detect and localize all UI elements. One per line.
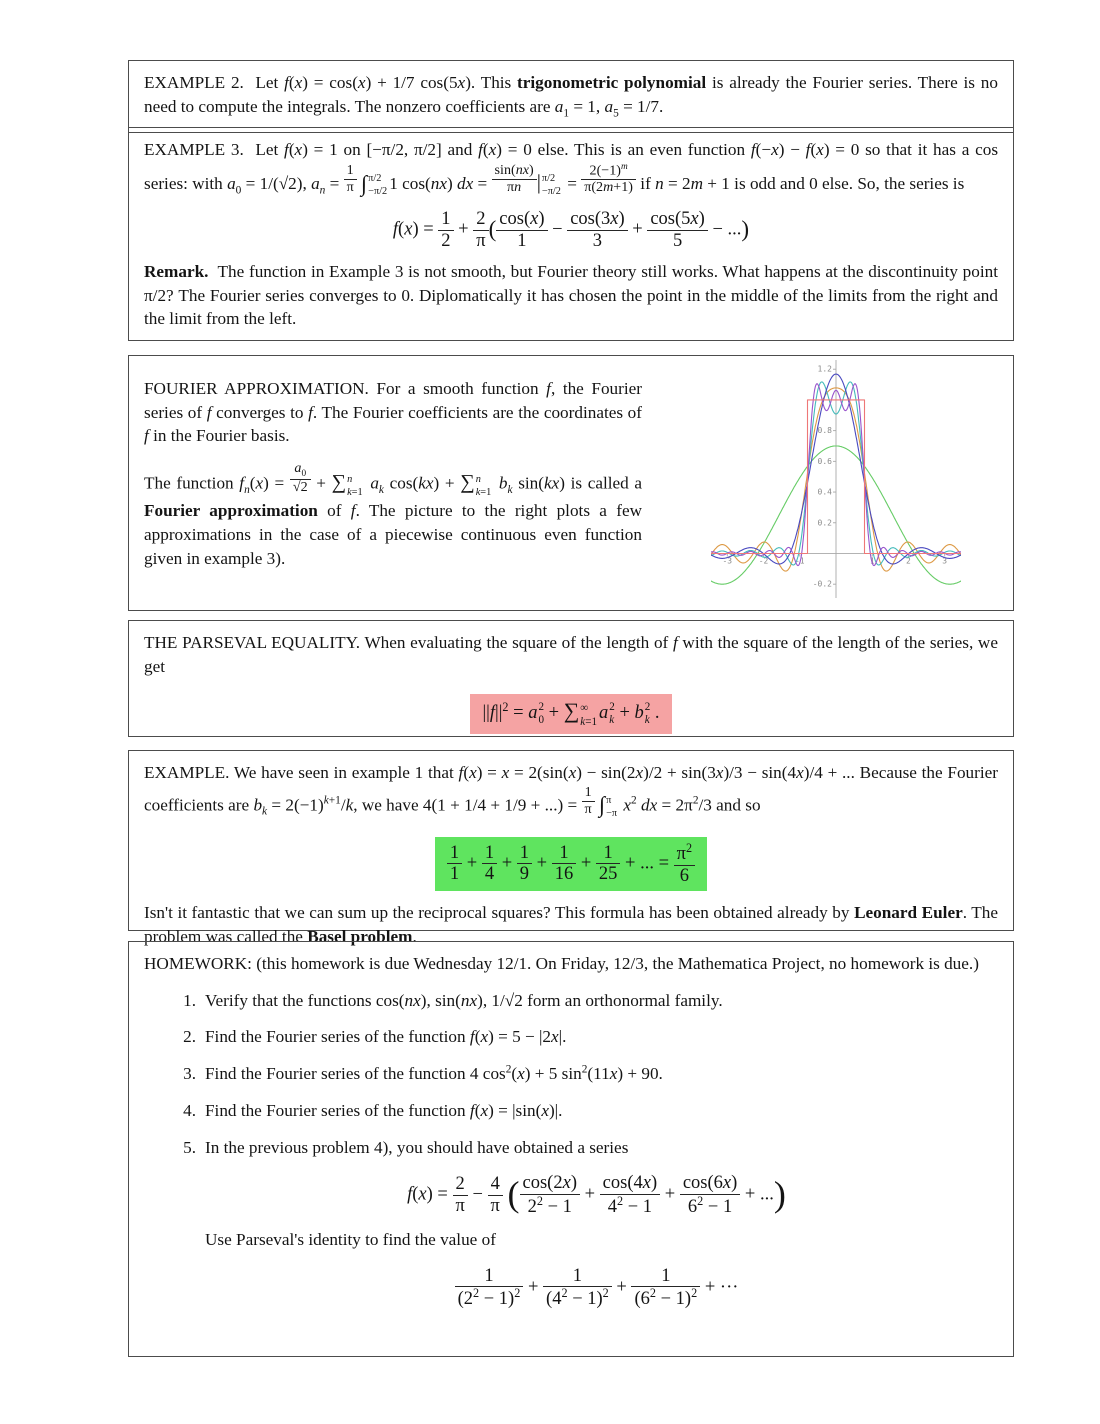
homework-item-2: [172, 1025, 998, 1049]
remark-text: Remark. The function in Example 3 is not smooth, but Fourier theory still works. What happens at the discontinuity point π/2? The Fourier series converges to 0. Diplomatically it has chosen the point in the middle of the limits from the right and the limit from the left.: [144, 261, 998, 329]
homework-item-text: Find the Fourier series of the function f(x) = 5 − |2x|.: [205, 1027, 567, 1047]
homework-item-text: Find the Fourier series of the function f(x) = |sin(x)|.: [205, 1100, 563, 1120]
hw5-reciprocal-sum-formula: $\frac{1}{(2^2 - 1)^2}$ + $\frac{1}{(4^2 - 1)^2}$ + $\frac{1}{(6^2 - 1)^2}$ + ···: [205, 1266, 988, 1311]
svg-text:0.8: 0.8: [817, 426, 832, 436]
parseval-formula-highlight: $||f||^2 = a$ 2 0 + ∑ ∞ k=1 a 2 k + b 2 k .: [470, 694, 671, 734]
svg-text:0.4: 0.4: [817, 487, 832, 497]
example-3-series-formula: f(x) = $\frac{1}{2}$ + $\frac{2}{\pi}$ ( $\frac{\cos(x)}{1}$ − $\frac{\cos(3x)}{3}$ + $\frac{\cos(5x)}{5}$ − ...): [392, 209, 750, 252]
example-2-box: [128, 60, 1014, 133]
homework-header: HOMEWORK: (this homework is due Wednesday 12/1. On Friday, 12/3, the Mathematica Project, no homework is due.): [144, 954, 979, 973]
example-3-box: [128, 127, 1014, 341]
homework-item-3: [172, 1062, 998, 1086]
example-2-text: EXAMPLE 2. Let f(x) = cos(x) + 1/7 cos(5x). This trigonometric polynomial is already the Fourier series. There is no need to compute the integrals. The nonzero coefficients are $a_1 = 1$, $a_5 = 1/7$.: [144, 73, 998, 120]
fourier-approximation-intro: FOURIER APPROXIMATION. For a smooth function f, the Fourier series of f converges to f. The Fourier coefficients are the coordinates of f in the Fourier basis.: [144, 379, 642, 446]
svg-text:2: 2: [906, 556, 911, 566]
homework-item-text: Verify that the functions cos(nx), sin(nx), 1/√2 form an orthonormal family.: [205, 990, 723, 1010]
svg-text:1.2: 1.2: [817, 364, 832, 374]
homework-item-5-body: [205, 1136, 998, 1321]
basel-euler-text: Isn't it fantastic that we can sum up the reciprocal squares? This formula has been obtained already by Leonard Euler. The problem was called the Basel problem.: [144, 903, 998, 946]
fourier-approximation-box: [128, 355, 1014, 611]
homework-box: [128, 941, 1014, 1357]
fourier-approximation-definition: The function $f_n(x)$ = $\frac{a_0}{√2}$ + ∑ n k=1 $a_k$ cos(kx) + ∑ n k=1 $b_k$ sin(kx) is called a Fourier approximation of f. The picture to the right plots a few approximations in the case of a piecewise continuous even function given in example 3).: [144, 460, 643, 568]
svg-text:1: 1: [869, 556, 875, 566]
homework-item-number: 5.: [183, 1137, 196, 1157]
homework-item-5: [172, 1136, 998, 1321]
svg-text:3: 3: [942, 556, 948, 566]
svg-text:0.6: 0.6: [817, 456, 832, 466]
hw5-series-formula: f(x) = $\frac{2}{\pi}$ − $\frac{4}{\pi}$ ( $\frac{\cos(2x)}{2^2 - 1}$ + $\frac{\cos(4x)}{4^2 - 1}$ + $\frac{\cos(6x)}{6^2 - 1}$ + ...): [407, 1173, 786, 1218]
example-3-text: EXAMPLE 3. Let f(x) = 1 on [−π/2, π/2] and f(x) = 0 else. This is an even function f(−x) − f(x) = 0 so that it has a cos series: with $a_0 = 1/(√2)$, $a_n$ = $\frac{1}{\pi}$ ∫ π/2 −π/2 1 cos(nx) dx = $\frac{\sin(nx)}{\pi n}$ | π/2 −π/2 = $\frac{2(-1)^m}{\pi(2m+1)}$ if n = 2m + 1 is odd and 0 else. So, the series is: [144, 140, 999, 198]
hw5-parseval-instruction: Use Parseval's identity to find the value of: [205, 1230, 496, 1249]
homework-item-number: 1.: [183, 990, 196, 1010]
fourier-approximation-text-column: [144, 377, 642, 571]
homework-item-text: In the previous problem 4), you should have obtained a series: [205, 1137, 629, 1157]
homework-item-number: 3.: [183, 1064, 196, 1084]
fourier-approximation-plot: [711, 360, 961, 603]
svg-text:-2: -2: [758, 556, 769, 566]
parseval-intro: THE PARSEVAL EQUALITY. When evaluating the square of the length of f with the square of the length of the series, we get: [144, 633, 998, 676]
basel-example-text: EXAMPLE. We have seen in example 1 that f(x) = x = 2(sin(x) − sin(2x)/2 + sin(3x)/3 − sin(4x)/4 + ... Because the Fourier coefficients are $b_k = 2(-1)^{k+1}/k$, we have 4(1 + 1/4 + 1/9 + ...) = $\frac{1}{\pi}$ ∫ π −π $x^2$ dx = $2\pi^2/3$ and so: [144, 763, 998, 819]
svg-text:0.2: 0.2: [817, 518, 832, 528]
svg-text:-3: -3: [722, 556, 733, 566]
fourier-plot-svg: [711, 360, 961, 598]
homework-item-1: [172, 989, 998, 1013]
basel-example-box: [128, 750, 1014, 946]
svg-text:-1: -1: [794, 556, 805, 566]
homework-item-text: Find the Fourier series of the function 4 $\cos^2(x) + 5$ $\sin^2(11x) + 90$.: [205, 1063, 663, 1084]
homework-item-number: 2.: [183, 1027, 196, 1047]
parseval-box: [128, 620, 1014, 737]
basel-sum-formula-highlight: $\frac{1}{1}$ + $\frac{1}{4}$ + $\frac{1}{9}$ + $\frac{1}{16}$ + $\frac{1}{25}$ + ... = $\frac{\pi^2}{6}$: [435, 837, 707, 892]
svg-text:-0.2: -0.2: [812, 579, 832, 589]
homework-item-number: 4.: [183, 1100, 196, 1120]
homework-item-4: [172, 1099, 998, 1123]
